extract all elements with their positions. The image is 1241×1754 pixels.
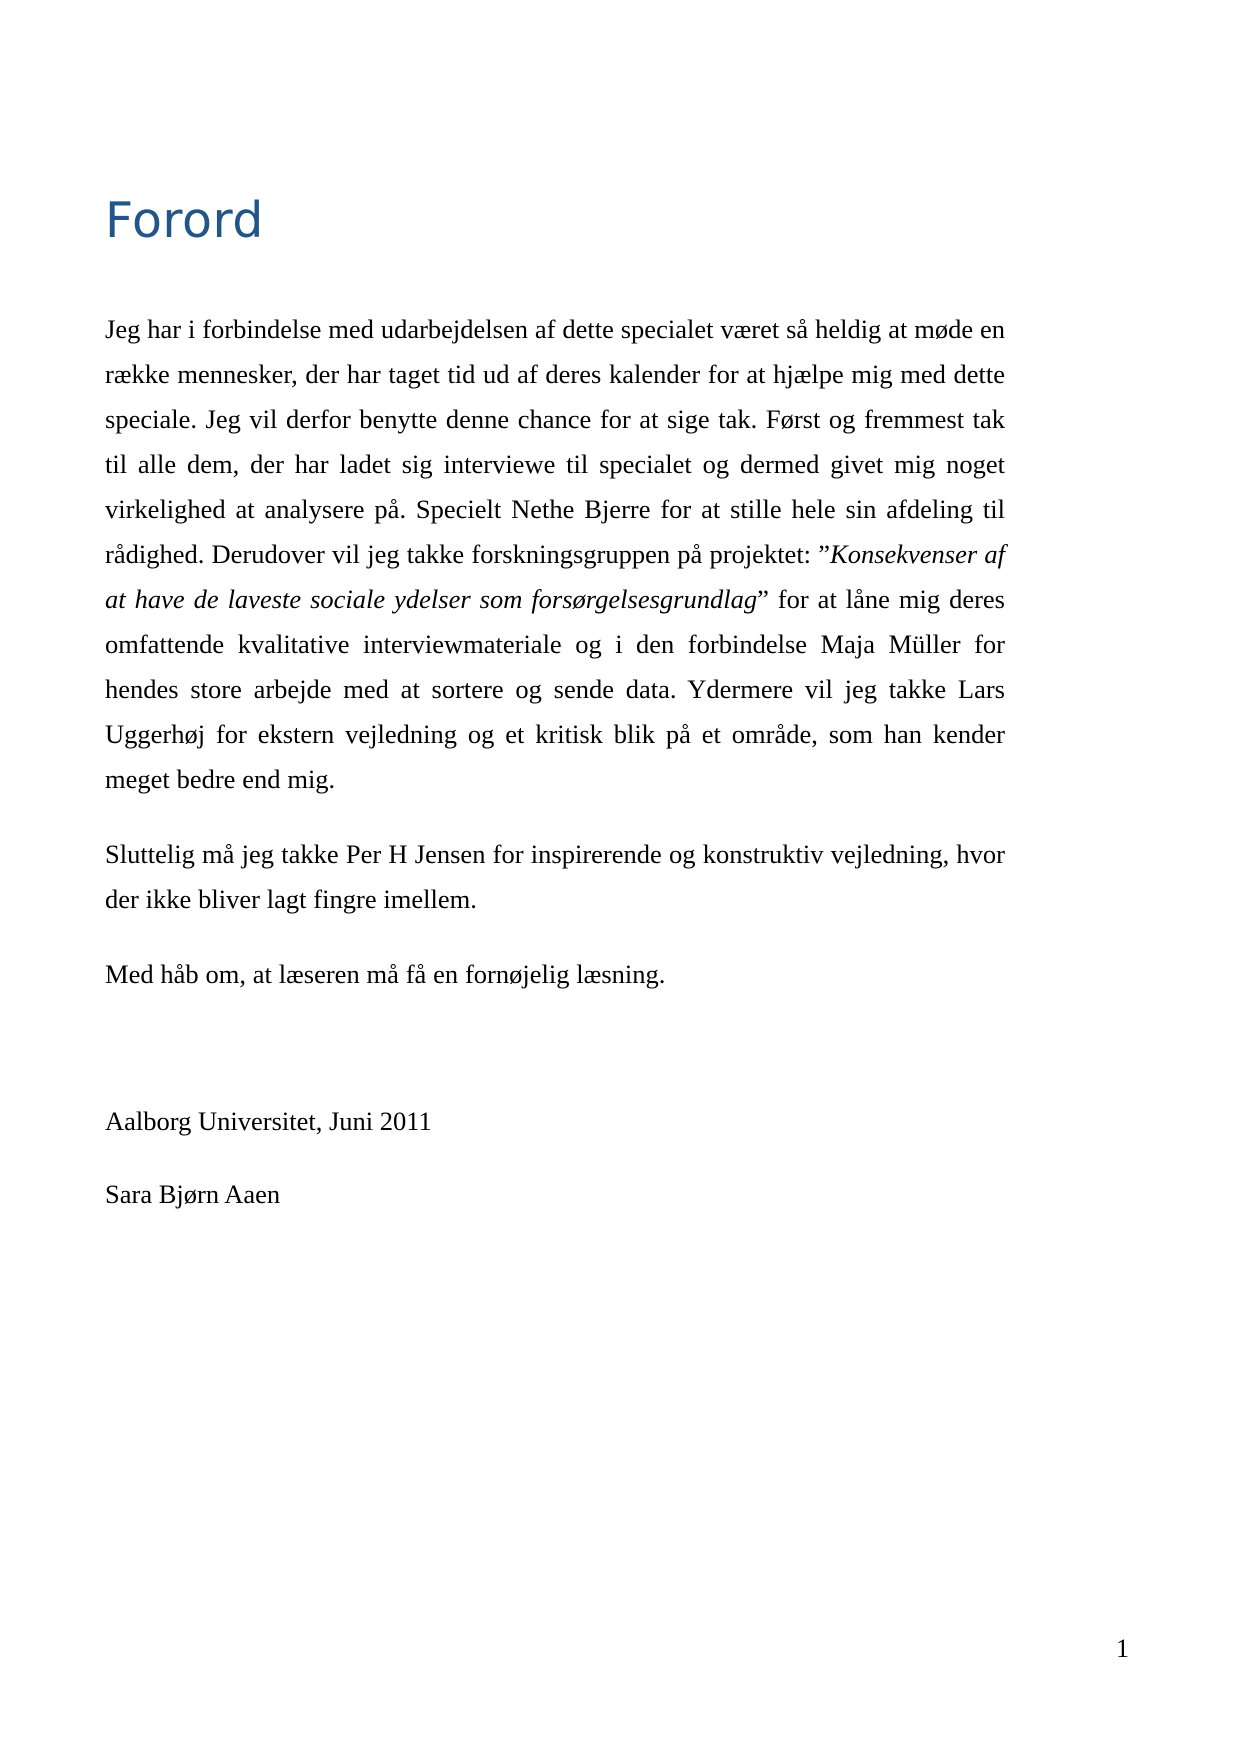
- paragraph-text-part: Med håb om, at læseren må få en fornøjelig læsning.: [105, 959, 666, 989]
- body-text: [105, 307, 1005, 997]
- paragraph-closing-wish: [105, 952, 1005, 997]
- paragraph-text-part: ” for at låne mig deres omfattende kvalitative interviewmateriale og i den forbindelse Maja Müller for hendes store arbejde med at sortere og sende data. Ydermere vil jeg takke Lars Uggerhøj for ekstern vejledning og et kritisk blik på et område, som han kender meget bedre end mig.: [105, 584, 1005, 794]
- paragraph-text-part: Jeg har i forbindelse med udarbejdelsen af dette specialet været så heldig at møde en række mennesker, der har taget tid ud af deres kalender for at hjælpe mig med dette speciale. Jeg vil derfor benytte denne chance for at sige tak. Først og fremmest tak til alle dem, der har ladet sig interviewe til specialet og dermed givet mig noget virkelighed at analysere på. Specielt Nethe Bjerre for at stille hele sin afdeling til rådighed. Derudover vil jeg takke forskningsgruppen på projektet: ”: [105, 314, 1005, 569]
- paragraph-text-part: Sluttelig må jeg takke Per H Jensen for inspirerende og konstruktiv vejledning, hvor der ikke bliver lagt fingre imellem.: [105, 839, 1005, 914]
- page-title: Forord: [105, 192, 264, 249]
- signature-author: Sara Bjørn Aaen: [105, 1179, 281, 1209]
- page-content: [105, 0, 1005, 1217]
- paragraph-acknowledgements: [105, 307, 1005, 802]
- project-title-italic: Konsekvenser af at have de laveste sociale ydelser som forsørgelsesgrundlag: [105, 539, 1005, 614]
- signature-place-and-date: Aalborg Universitet, Juni 2011: [105, 1106, 432, 1136]
- page-number: 1: [1116, 1634, 1129, 1663]
- signature-block: [105, 1099, 1005, 1217]
- paragraph-supervisor-thanks: [105, 832, 1005, 922]
